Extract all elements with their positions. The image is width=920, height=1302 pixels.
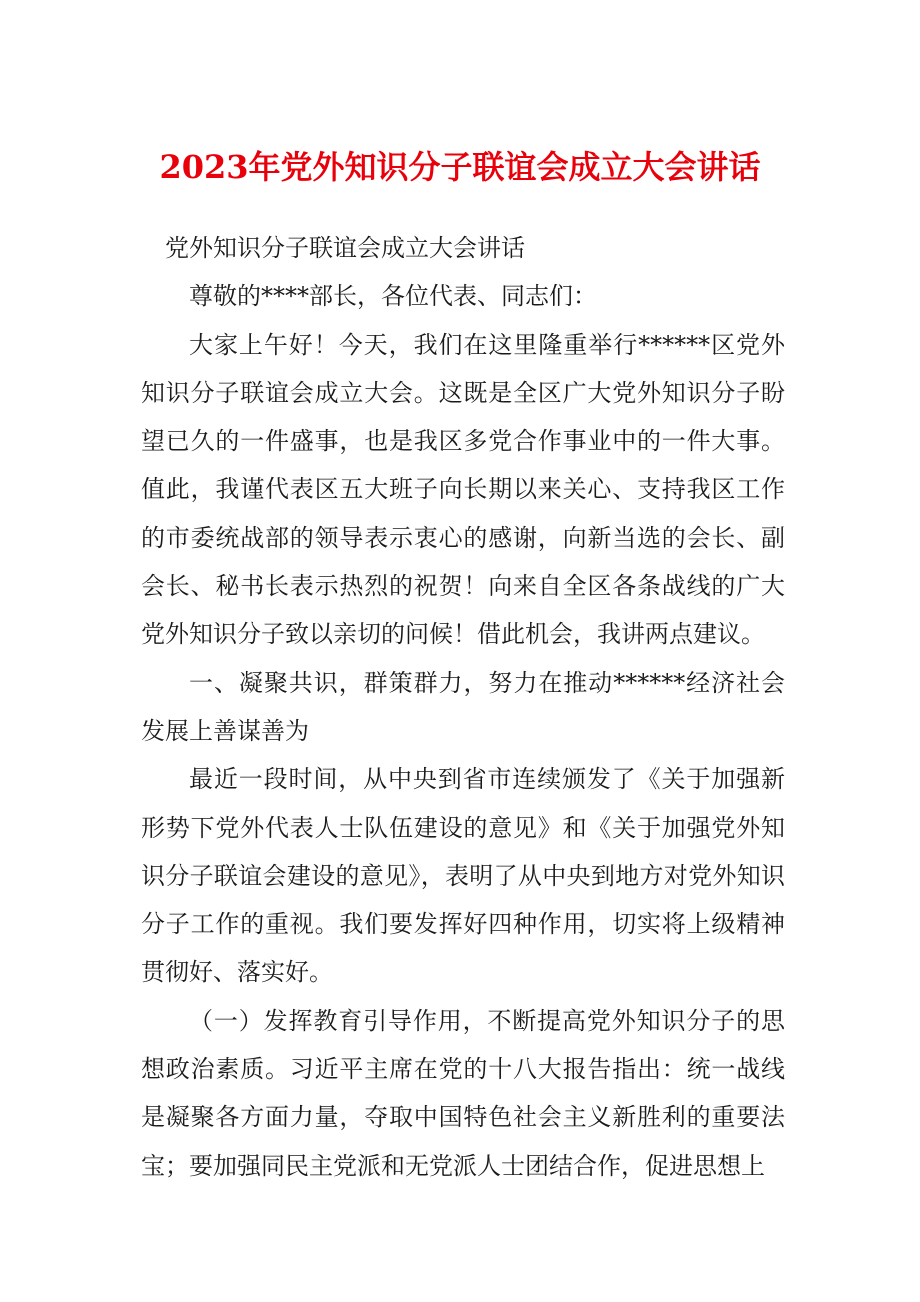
document-body [141, 224, 785, 1190]
subtitle-paragraph: 党外知识分子联谊会成立大会讲话 [165, 234, 525, 262]
subsection-paragraph-one: （一）发挥教育引导作用，不断提高党外知识分子的思想政治素质。习近平主席在党的十八大报告指出：统一战线是凝聚各方面力量，夺取中国特色社会主义新胜利的重要法宝；要加强同民主党派和无党派人士团结合作，促进思想上 [141, 1006, 785, 1180]
body-paragraph: 最近一段时间，从中央到省市连续颁发了《关于加强新形势下党外代表人士队伍建设的意见》和《关于加强党外知识分子联谊会建设的意见》，表明了从中央到地方对党外知识分子工作的重视。我们要发挥好四种作用，切实将上级精神贯彻好、落实好。 [141, 765, 785, 987]
opening-paragraph: 大家上午好！今天，我们在这里隆重举行******区党外知识分子联谊会成立大会。这既是全区广大党外知识分子盼望已久的一件盛事，也是我区多党合作事业中的一件大事。值此，我谨代表区五大班子向长期以来关心、支持我区工作的市委统战部的领导表示衷心的感谢，向新当选的会长、副会长、秘书长表示热烈的祝贺！向来自全区各条战线的广大党外知识分子致以亲切的问候！借此机会，我讲两点建议。 [141, 330, 785, 649]
section-heading-one: 一、凝聚共识，群策群力，努力在推动******经济社会发展上善谋善为 [141, 668, 785, 745]
document-title: 2023年党外知识分子联谊会成立大会讲话 [159, 148, 761, 186]
salutation-paragraph: 尊敬的****部长，各位代表、同志们： [189, 282, 597, 311]
